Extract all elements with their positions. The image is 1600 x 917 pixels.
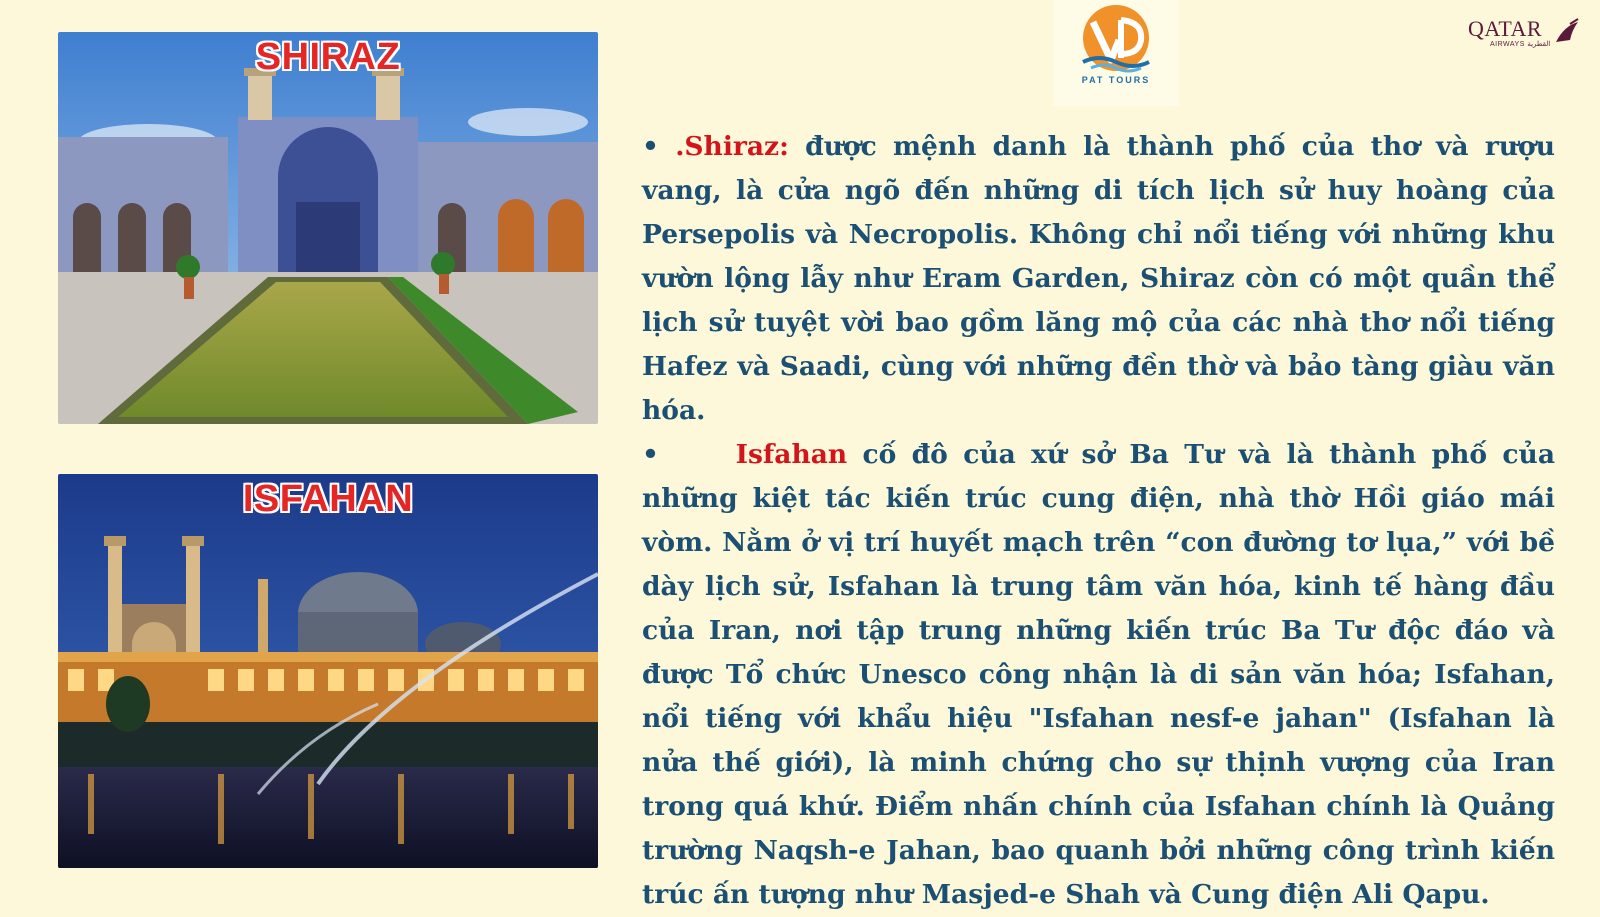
isfahan-mosque-image xyxy=(58,474,598,868)
shiraz-body: được mệnh danh là thành phố của thơ và rượu vang, là cửa ngõ đến những di tích lịch sử huy hoàng của Persepolis và Necropolis. Không chỉ nổi tiếng với những khu vườn lộng lẫy như Eram Garden, Shiraz còn có một quần thể lịch sử tuyệt vời bao gồm lăng mộ của các nhà thơ nổi tiếng Hafez và Saadi, cùng với những đền thờ và bảo tàng giàu văn hóa. xyxy=(642,131,1555,426)
logo-label: PAT TOURS xyxy=(1081,75,1151,85)
isfahan-paragraph xyxy=(642,433,1555,917)
shiraz-mosque-image xyxy=(58,32,598,424)
isfahan-photo xyxy=(58,474,598,868)
shiraz-photo xyxy=(58,32,598,424)
shiraz-title: .Shiraz: xyxy=(675,131,789,162)
shiraz-caption: SHIRAZ xyxy=(255,36,401,78)
shiraz-paragraph xyxy=(642,125,1555,433)
pat-tours-logo xyxy=(1053,0,1179,106)
airline-subtitle: AIRWAYS القطرية xyxy=(1490,41,1551,48)
airline-logo xyxy=(1468,16,1588,50)
isfahan-caption: ISFAHAN xyxy=(242,478,414,520)
isfahan-title: Isfahan xyxy=(735,439,848,470)
pat-tours-emblem-icon xyxy=(1053,0,1179,80)
isfahan-bullet: • xyxy=(642,439,736,470)
oryx-icon xyxy=(1552,18,1582,46)
isfahan-body: cố đô của xứ sở Ba Tư và là thành phố của những kiệt tác kiến trúc cung điện, nhà thờ Hồi giáo mái vòm. Nằm ở vị trí huyết mạch trên “con đường tơ lụa,” với bề dày lịch sử, Isfahan là trung tâm văn hóa, kinh tế hàng đầu của Iran, nơi tập trung những kiến trúc Ba Tư độc đáo và được Tổ chức Unesco công nhận là di sản văn hóa; Isfahan, nổi tiếng với khẩu hiệu "Isfahan nesf-e jahan" (Isfahan là nửa thế giới), là minh chứng cho sự thịnh vượng của Iran trong quá khứ. Điểm nhấn chính của Isfahan chính là Quảng trường Naqsh-e Jahan, bao quanh bởi những công trình kiến trúc ấn tượng như Masjed-e Shah và Cung điện Ali Qapu. xyxy=(642,439,1555,910)
airline-name: QATAR xyxy=(1468,16,1543,41)
shiraz-bullet: • xyxy=(642,131,676,162)
